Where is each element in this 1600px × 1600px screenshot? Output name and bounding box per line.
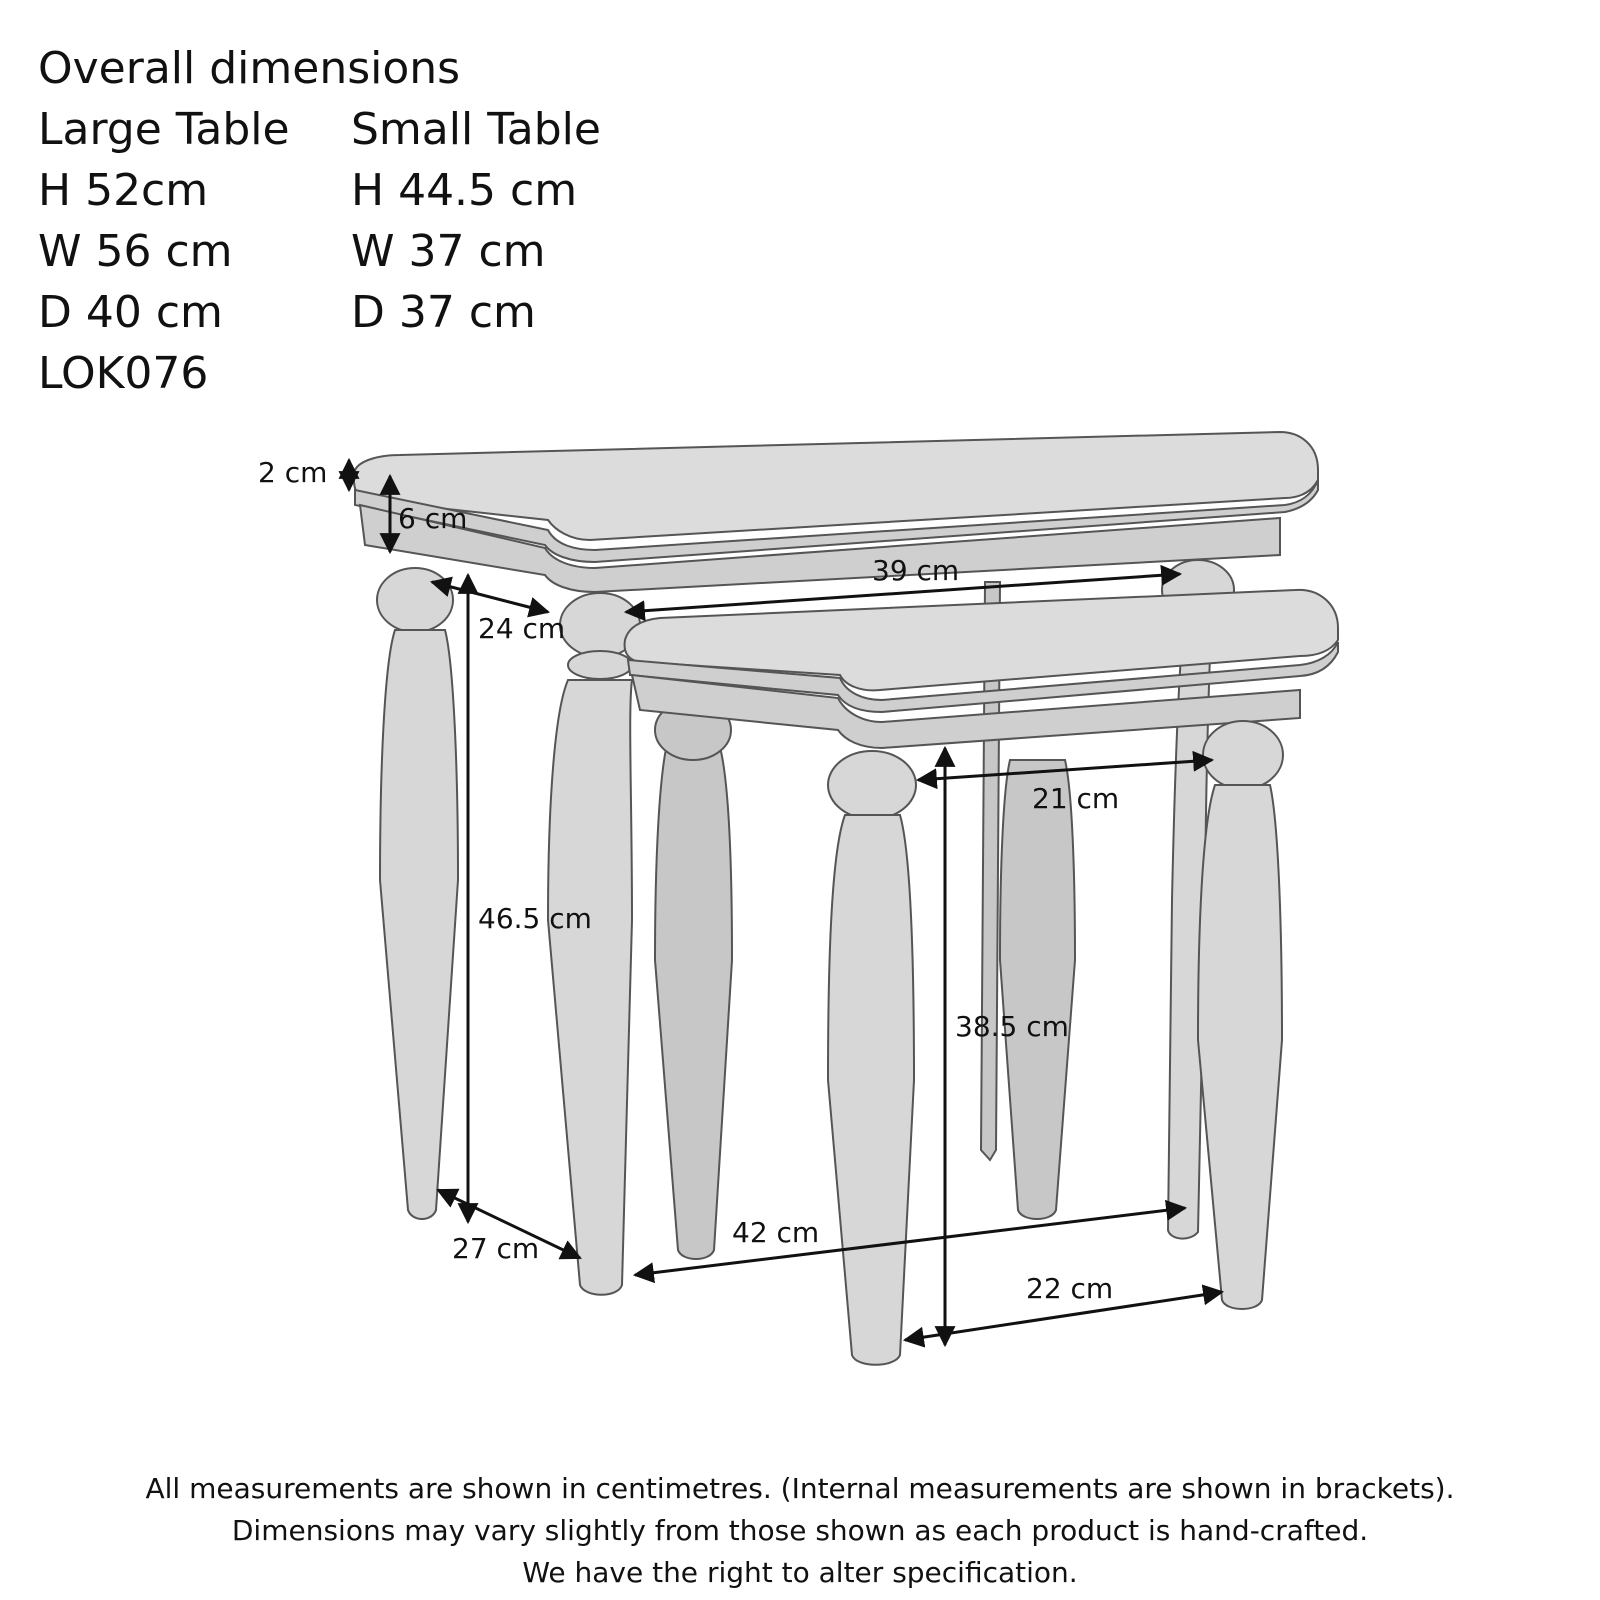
large-table-title: Large Table	[38, 104, 290, 155]
large-table-width: W 56 cm	[38, 226, 233, 277]
large-table-depth: D 40 cm	[38, 287, 223, 338]
large-front-right-collar	[568, 651, 632, 679]
label-leg-height-large: 46.5 cm	[478, 902, 592, 935]
small-table-height: H 44.5 cm	[351, 165, 578, 216]
label-leg-span-large: 42 cm	[732, 1216, 820, 1249]
label-inner-width-large: 39 cm	[872, 554, 960, 587]
small-back-left-leg	[655, 740, 732, 1259]
footer-line-1: All measurements are shown in centimetres. (Internal measurements are shown in brackets).	[145, 1472, 1455, 1505]
label-leg-depth-large: 27 cm	[452, 1232, 540, 1265]
label-top-thickness: 2 cm	[258, 456, 328, 489]
label-apron-height: 6 cm	[398, 502, 468, 535]
small-table-width: W 37 cm	[351, 226, 546, 277]
large-front-right-leg	[548, 680, 632, 1295]
large-front-left-leg	[380, 630, 458, 1219]
label-inner-depth-large: 24 cm	[478, 612, 566, 645]
small-front-right-leg	[1198, 785, 1282, 1309]
large-table-height: H 52cm	[38, 165, 209, 216]
footer-notes	[0, 1468, 1600, 1594]
product-code: LOK076	[38, 348, 209, 399]
small-back-right-leg	[1000, 760, 1075, 1219]
label-leg-span-small: 22 cm	[1026, 1272, 1114, 1305]
specs-heading: Overall dimensions	[38, 43, 461, 94]
footer-line-3: We have the right to alter specification.	[522, 1556, 1078, 1589]
small-table-depth: D 37 cm	[351, 287, 536, 338]
label-inner-width-small: 21 cm	[1032, 782, 1120, 815]
small-front-right-knob	[1203, 721, 1283, 789]
large-front-left-knob	[377, 568, 453, 632]
footer-line-2: Dimensions may vary slightly from those shown as each product is hand-crafted.	[231, 1514, 1369, 1547]
small-front-left-knob	[828, 751, 916, 819]
small-table-title: Small Table	[351, 104, 601, 155]
arrow-leg-span-large	[635, 1208, 1185, 1275]
label-leg-height-small: 38.5 cm	[955, 1010, 1069, 1043]
small-front-left-leg	[828, 815, 914, 1365]
